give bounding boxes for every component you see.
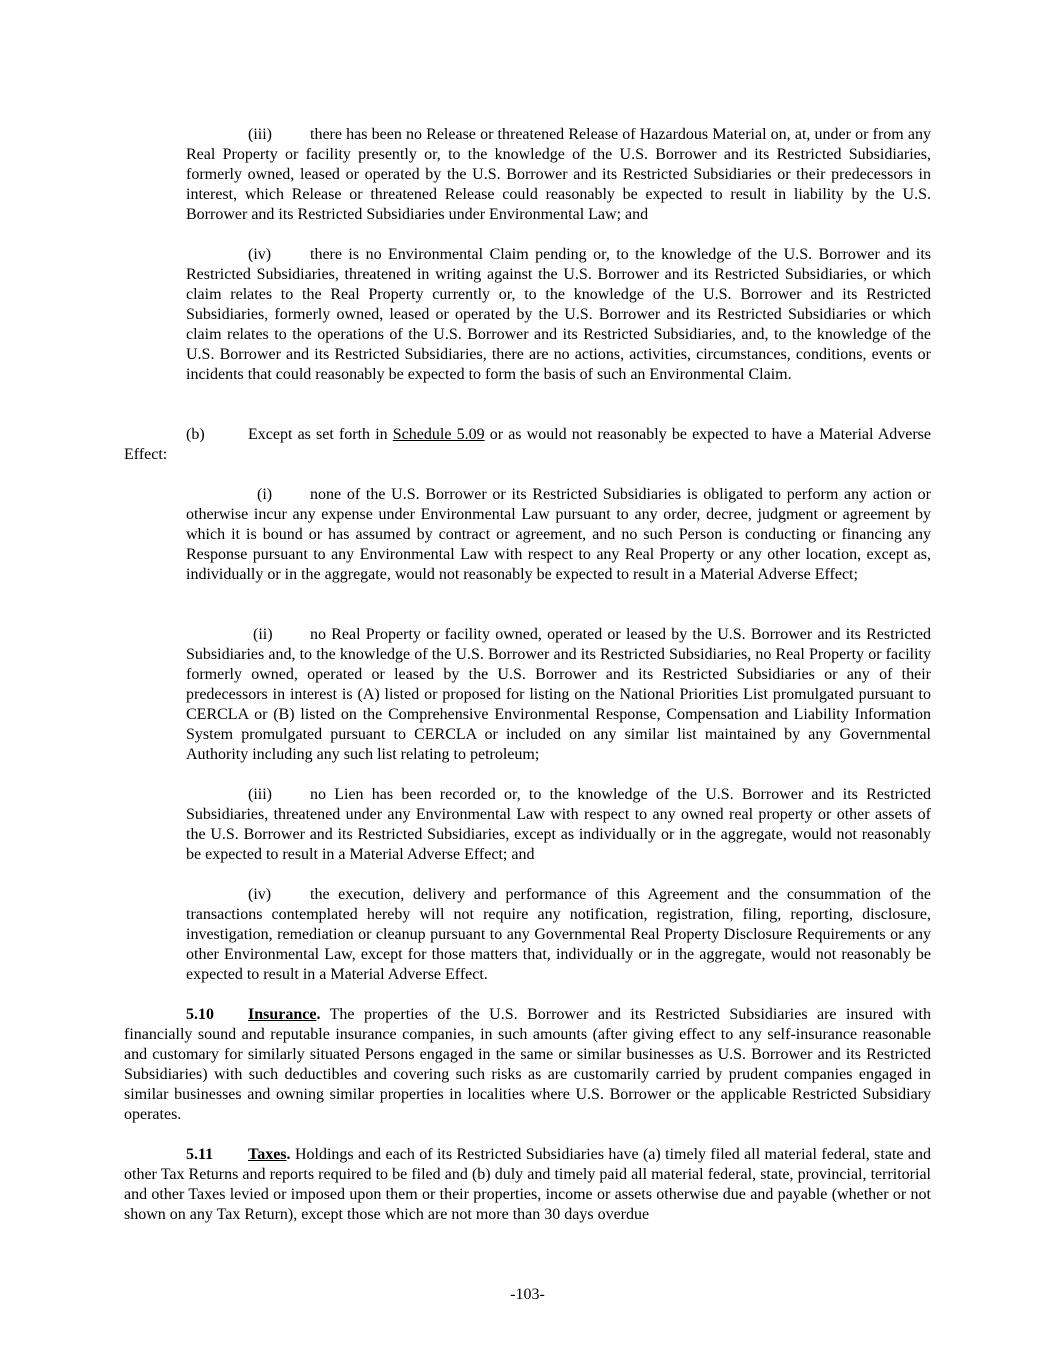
section-number: 5.11: [186, 1146, 214, 1163]
section-5-11: 5.11 Taxes. Holdings and each of its Restricted Subsidiaries have (a) timely filed all material federal, state and other Tax Returns and reports required to be filed and (b) duly and timely paid all material federal, state, provincial, territorial and other Taxes levied or imposed upon them or their properties, income or assets otherwise due and payable (whether or not shown on any Tax Return), except those which are not more than 30 days overdue: [124, 1146, 931, 1223]
clause-b-iv: [186, 885, 931, 985]
clause-number: (ii): [253, 626, 273, 643]
clause-number: (iii): [248, 126, 272, 143]
clause-a-iv: [186, 245, 931, 385]
clause-text: there is no Environmental Claim pending or, to the knowledge of the U.S. Borrower and its Restricted Subsidiaries, threatened in writing against the U.S. Borrower and its Restricted Subsidiaries, or which claim relates to the Real Property currently or, to the knowledge of the U.S. Borrower and its Restricted Subsidiaries, formerly owned, leased or operated by the U.S. Borrower and its Restricted Subsidiaries or which claim relates to the operations of the U.S. Borrower and its Restricted Subsidiaries, and, to the knowledge of the U.S. Borrower and its Restricted Subsidiaries, there are no actions, activities, circumstances, conditions, events or incidents that could reasonably be expected to form the basis of such an Environmental Claim.: [186, 246, 931, 383]
clause-text: no Real Property or facility owned, operated or leased by the U.S. Borrower and its Restricted Subsidiaries and, to the knowledge of the U.S. Borrower and its Restricted Subsidiaries, no Real Property or facility formerly owned, operated or leased by the U.S. Borrower and its Restricted Subsidiaries or any of their predecessors in interest is (A) listed or proposed for listing on the National Priorities List promulgated pursuant to CERCLA or (B) listed on the Comprehensive Environmental Response, Compensation and Liability Information System promulgated pursuant to CERCLA or included on any similar list maintained by any Governmental Authority including any such list relating to petroleum;: [186, 626, 931, 763]
section-heading: Taxes: [248, 1146, 287, 1163]
clause-text: none of the U.S. Borrower or its Restricted Subsidiaries is obligated to perform any action or otherwise incur any expense under Environmental Law pursuant to any order, decree, judgment or agreement by which it is bound or has assumed by contract or agreement, and no such Person is conducting or financing any Response pursuant to any Environmental Law with respect to any Real Property or any other location, except as, individually or in the aggregate, would not reasonably be expected to result in a Material Adverse Effect;: [186, 486, 931, 583]
clause-number: (i): [257, 486, 273, 503]
clause-number: (iv): [248, 246, 272, 263]
clause-number: (iv): [248, 886, 272, 903]
section-text: Holdings and each of its Restricted Subsidiaries have (a) timely filed all material federal, state and other Tax Returns and reports required to be filed and (b) duly and timely paid all material federal, state, provincial, territorial and other Taxes levied or imposed upon them or their properties, income or assets otherwise due and payable (whether or not shown on any Tax Return), except those which are not more than 30 days overdue: [124, 1146, 931, 1223]
section-heading: Insurance: [248, 1006, 317, 1023]
clause-a-iii: [186, 125, 931, 225]
clause-number: (iii): [248, 786, 272, 803]
clause-number: (b): [186, 426, 205, 443]
clause-text-after: or as would not reasonably be expected to have a Material Adverse Effect:: [124, 426, 931, 463]
section-number: 5.10: [186, 1006, 214, 1023]
clause-b-iii: [186, 785, 931, 865]
clause-text: the execution, delivery and performance of this Agreement and the consummation of the transactions contemplated hereby will not require any notification, registration, filing, reporting, disclosure, investigation, remediation or cleanup pursuant to any Governmental Real Property Disclosure Requirements or any other Environmental Law, except for those matters that, individually or in the aggregate, would not reasonably be expected to result in a Material Adverse Effect.: [186, 886, 931, 983]
clause-text-before: Except as set forth in: [248, 426, 393, 443]
clause-text: there has been no Release or threatened Release of Hazardous Material on, at, under or from any Real Property or facility presently or, to the knowledge of the U.S. Borrower and its Restricted Subsidiaries, formerly owned, leased or operated by the U.S. Borrower and its Restricted Subsidiaries or their predecessors in interest, which Release or threatened Release could reasonably be expected to result in liability by the U.S. Borrower and its Restricted Subsidiaries under Environmental Law; and: [186, 126, 931, 223]
page-number: -103-: [510, 1286, 545, 1303]
section-text: The properties of the U.S. Borrower and its Restricted Subsidiaries are insured with financially sound and reputable insurance companies, in such amounts (after giving effect to any self-insurance reasonable and customary for similarly situated Persons engaged in the same or similar businesses as U.S. Borrower and its Restricted Subsidiaries) with such deductibles and covering such risks as are customarily carried by prudent companies engaged in similar businesses and owning similar properties in localities where U.S. Borrower or the applicable Restricted Subsidiary operates.: [124, 1006, 931, 1123]
clause-text: no Lien has been recorded or, to the knowledge of the U.S. Borrower and its Restricted Subsidiaries, threatened under any Environmental Law with respect to any owned real property or other assets of the U.S. Borrower and its Restricted Subsidiaries, except as individually or in the aggregate, would not reasonably be expected to result in a Material Adverse Effect; and: [186, 786, 931, 863]
clause-b-i: [186, 485, 931, 585]
clause-b-ii: [186, 625, 931, 765]
clause-b: [124, 425, 931, 465]
schedule-link[interactable]: Schedule 5.09: [392, 426, 485, 443]
section-5-10: 5.10 Insurance. The properties of the U.S. Borrower and its Restricted Subsidiaries are insured with financially sound and reputable insurance companies, in such amounts (after giving effect to any self-insurance reasonable and customary for similarly situated Persons engaged in the same or similar businesses as U.S. Borrower and its Restricted Subsidiaries) with such deductibles and covering such risks as are customarily carried by prudent companies engaged in similar businesses and owning similar properties in localities where U.S. Borrower or the applicable Restricted Subsidiary operates.: [124, 1006, 931, 1123]
